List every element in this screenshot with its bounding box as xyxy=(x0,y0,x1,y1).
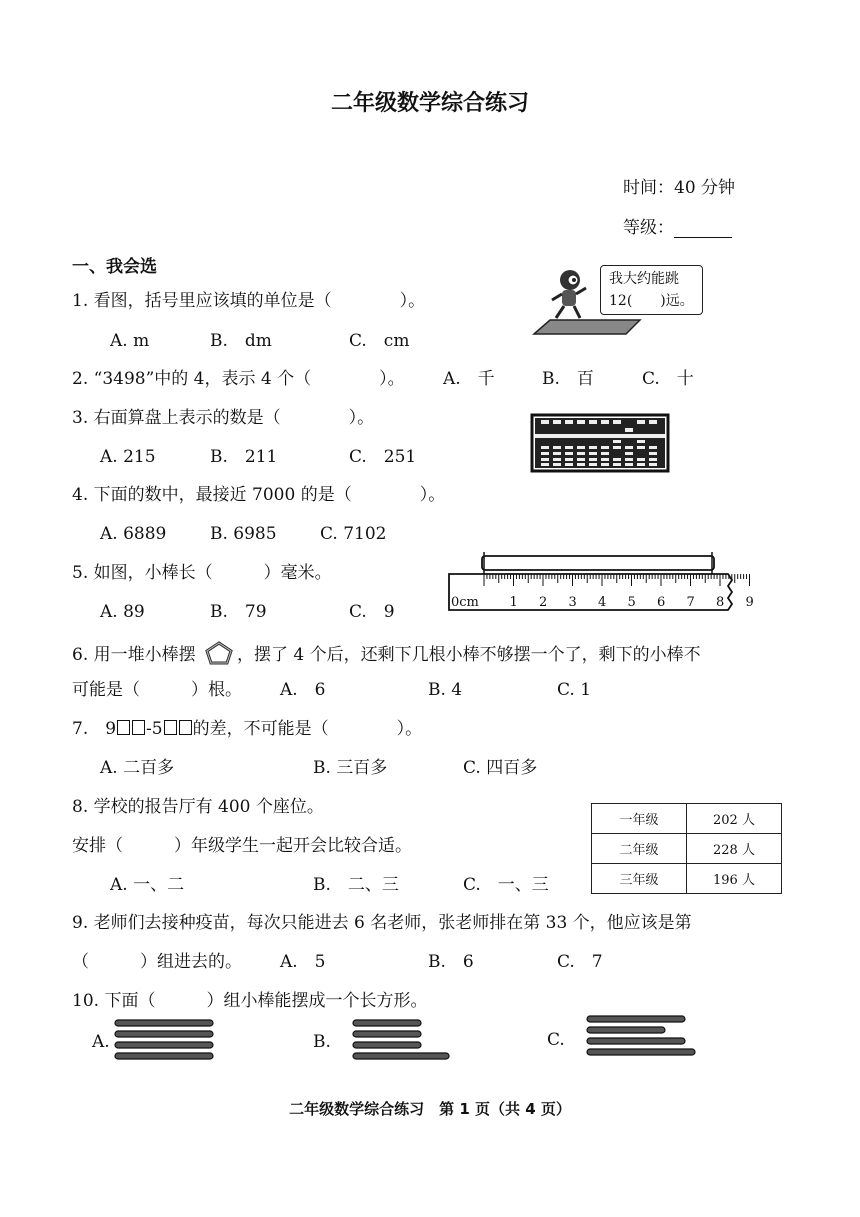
stick-icon xyxy=(353,1031,421,1037)
page-title: 二年级数学综合练习 xyxy=(330,91,529,116)
q2-option-b[interactable]: B. 百 xyxy=(542,369,594,389)
q9-option-a[interactable]: A. 5 xyxy=(280,952,326,972)
q4-option-b[interactable]: B. 6985 xyxy=(210,524,277,544)
digit-box xyxy=(179,720,192,735)
table-cell-grade: 二年级 xyxy=(592,834,687,864)
stick-icon xyxy=(482,556,714,570)
ruler-label: 5 xyxy=(627,595,636,610)
table-cell-count: 228 人 xyxy=(687,834,782,864)
ruler-label: 2 xyxy=(539,595,548,610)
speech-bubble xyxy=(600,265,703,315)
table-cell-count: 196 人 xyxy=(687,864,782,894)
ruler-label: 7 xyxy=(686,595,695,610)
q4-option-a[interactable]: A. 6889 xyxy=(100,524,167,544)
q7-option-b[interactable]: B. 三百多 xyxy=(313,758,388,778)
q3-option-a[interactable]: A. 215 xyxy=(100,447,156,467)
q7-text-post: 的差，不可能是（ ）。 xyxy=(192,719,423,739)
stick-icon xyxy=(115,1020,213,1026)
stick-icon xyxy=(587,1049,695,1055)
q10-option-a[interactable]: A. xyxy=(92,1032,110,1052)
stick-icon xyxy=(353,1053,449,1059)
ruler-label: 4 xyxy=(598,595,607,610)
question-7 xyxy=(72,719,422,739)
q8-option-c[interactable]: C. 一、三 xyxy=(463,875,549,895)
stick-icon xyxy=(587,1016,685,1022)
table-row xyxy=(592,834,782,864)
ruler-label: 8 xyxy=(716,595,725,610)
question-5: 5. 如图，小棒长（ ）毫米。 xyxy=(72,563,332,583)
grade-label: 等级： xyxy=(623,218,674,238)
table-cell-count: 202 人 xyxy=(687,804,782,834)
q1-option-b[interactable]: B. dm xyxy=(210,331,272,351)
bubble-line-1: 我大约能跳 xyxy=(609,271,679,287)
ruler-label: 1 xyxy=(509,595,518,610)
question-1: 1. 看图，括号里应该填的单位是（ ）。 xyxy=(72,291,426,311)
q1-option-c[interactable]: C. cm xyxy=(349,331,410,351)
table-cell-grade: 一年级 xyxy=(592,804,687,834)
stick-icon xyxy=(587,1038,685,1044)
stick-icon xyxy=(115,1042,213,1048)
question-8: 8. 学校的报告厅有 400 个座位。 xyxy=(72,797,324,817)
question-6 xyxy=(72,641,701,665)
page-footer: 二年级数学综合练习 第 1 页（共 4 页） xyxy=(289,1100,571,1118)
stick-icon xyxy=(587,1027,665,1033)
q6-text-pre: 6. 用一堆小棒摆 xyxy=(72,645,196,665)
stick-group-a xyxy=(112,1018,216,1064)
jump-mat xyxy=(534,320,640,334)
stick-icon xyxy=(115,1053,213,1059)
grade-table xyxy=(591,803,782,894)
table-cell-grade: 三年级 xyxy=(592,864,687,894)
ruler-label: 3 xyxy=(568,595,577,610)
abacus-icon xyxy=(531,414,669,472)
q4-option-c[interactable]: C. 7102 xyxy=(320,524,387,544)
q5-option-b[interactable]: B. 79 xyxy=(210,602,267,622)
stick-group-b xyxy=(350,1018,454,1064)
q7-option-c[interactable]: C. 四百多 xyxy=(463,758,538,778)
q5-option-a[interactable]: A. 89 xyxy=(100,602,145,622)
stick-group-c xyxy=(584,1014,698,1062)
q6-option-a[interactable]: A. 6 xyxy=(280,680,326,700)
table-row xyxy=(592,804,782,834)
question-9-line-2: （ ）组进去的。 xyxy=(72,952,242,972)
q3-option-b[interactable]: B. 211 xyxy=(210,447,278,467)
grade-field xyxy=(623,218,732,238)
question-4: 4. 下面的数中，最接近 7000 的是（ ）。 xyxy=(72,485,446,505)
grade-blank[interactable] xyxy=(674,219,732,238)
question-3: 3. 右面算盘上表示的数是（ ）。 xyxy=(72,408,375,428)
q7-text-mid: -5 xyxy=(146,719,163,739)
q1-option-a[interactable]: A. m xyxy=(110,331,150,351)
question-10: 10. 下面（ ）组小棒能摆成一个长方形。 xyxy=(72,991,428,1011)
question-8-line-2: 安排（ ）年级学生一起开会比较合适。 xyxy=(72,836,412,856)
q6-option-c[interactable]: C. 1 xyxy=(557,680,592,700)
q6-option-b[interactable]: B. 4 xyxy=(428,680,463,700)
section-heading: 一、我会选 xyxy=(72,257,157,277)
q10-option-c[interactable]: C. xyxy=(547,1030,565,1050)
kid-icon xyxy=(552,270,586,318)
pentagon-icon xyxy=(205,641,233,665)
q2-option-a[interactable]: A. 千 xyxy=(443,369,495,389)
time-label: 时间：40 分钟 xyxy=(623,178,736,198)
question-2: 2. “3498”中的 4，表示 4 个（ ）。 xyxy=(72,369,405,389)
stick-icon xyxy=(353,1042,421,1048)
stick-icon xyxy=(115,1031,213,1037)
table-row xyxy=(592,864,782,894)
stick-icon xyxy=(353,1020,421,1026)
q9-option-b[interactable]: B. 6 xyxy=(428,952,474,972)
digit-box xyxy=(164,720,177,735)
question-9: 9. 老师们去接种疫苗，每次只能进去 6 名老师，张老师排在第 33 个，他应该是第 xyxy=(72,913,692,933)
ruler-label: 9 xyxy=(745,595,754,610)
ruler-label: 6 xyxy=(657,595,666,610)
q5-option-c[interactable]: C. 9 xyxy=(349,602,395,622)
q3-option-c[interactable]: C. 251 xyxy=(349,447,417,467)
q7-option-a[interactable]: A. 二百多 xyxy=(100,758,175,778)
q9-option-c[interactable]: C. 7 xyxy=(557,952,603,972)
digit-box xyxy=(117,720,130,735)
q8-option-b[interactable]: B. 二、三 xyxy=(313,875,399,895)
q7-text-pre: 7. 9 xyxy=(72,719,117,739)
ruler-label: 0cm xyxy=(451,595,479,610)
q10-option-b[interactable]: B. xyxy=(313,1032,331,1052)
q2-option-c[interactable]: C. 十 xyxy=(642,369,694,389)
bubble-line-2: 12( )远。 xyxy=(609,293,694,309)
question-6-line-2: 可能是（ ）根。 xyxy=(72,680,242,700)
q8-option-a[interactable]: A. 一、二 xyxy=(110,875,185,895)
ruler-figure xyxy=(446,550,754,616)
q6-text-post: ，摆了 4 个后，还剩下几根小棒不够摆一个了，剩下的小棒不 xyxy=(237,645,701,665)
digit-box xyxy=(132,720,145,735)
